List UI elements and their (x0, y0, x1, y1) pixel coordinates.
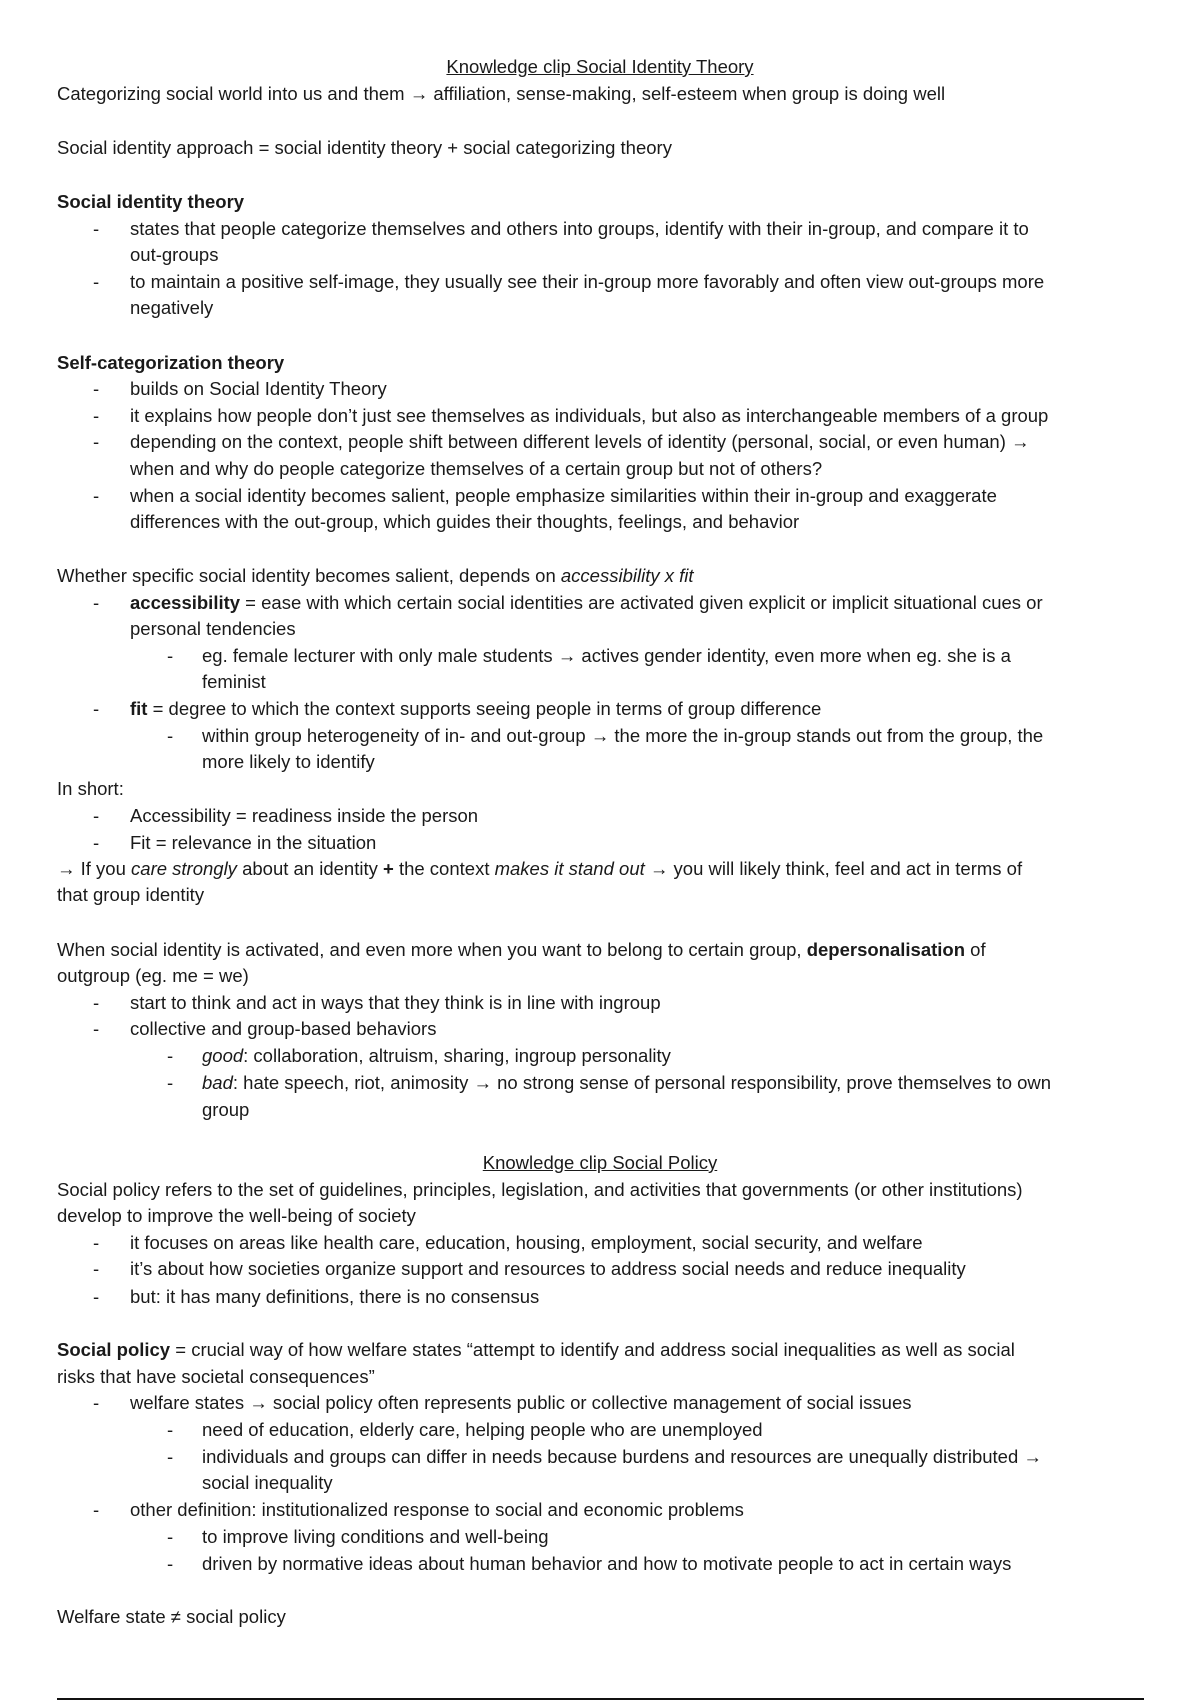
social-policy-intro: Social policy refers to the set of guidelines, principles, legislation, and activities that governments (or other institutions) (57, 1179, 1023, 1200)
text-run-italic: care strongly (131, 858, 237, 879)
conclusion-line (57, 856, 1022, 883)
list-item-cont: differences with the out-group, which guides their thoughts, feelings, and behavior (130, 511, 800, 532)
list-item: but: it has many definitions, there is no consensus (130, 1286, 540, 1307)
list-item: to maintain a positive self-image, they usually see their in-group more favorably and often view out-groups more (130, 271, 1045, 292)
fit-term: fit (130, 698, 148, 719)
heading-social-identity-theory: Social identity theory (57, 191, 245, 212)
sub-list-item: within group heterogeneity of in- and out-group → the more the in-group stands out from the group, the (202, 725, 1044, 746)
depersonalisation-term: depersonalisation (806, 939, 966, 960)
sub-bullet-dash: - (167, 1045, 174, 1066)
sub-list-item (202, 1043, 671, 1070)
sub-list-item: need of education, elderly care, helping people who are unemployed (202, 1419, 763, 1440)
closing-line: Welfare state ≠ social policy (57, 1606, 286, 1627)
list-item: builds on Social Identity Theory (130, 378, 387, 399)
section-title-social-identity: Knowledge clip Social Identity Theory (446, 56, 754, 77)
accessibility-term: accessibility (130, 592, 241, 613)
bullet-dash: - (93, 1499, 100, 1520)
list-item: it focuses on areas like health care, education, housing, employment, social security, and welfare (130, 1232, 923, 1253)
list-item: it’s about how societies organize support and resources to address social needs and reduce inequality (130, 1258, 966, 1279)
bullet-dash: - (93, 698, 100, 719)
bullet-dash: - (93, 485, 100, 506)
social-policy-intro-cont: develop to improve the well-being of society (57, 1205, 416, 1226)
sub-list-item-cont: social inequality (202, 1472, 333, 1493)
accessibility-item (130, 590, 1043, 617)
bullet-dash: - (93, 1232, 100, 1253)
list-item-cont: when and why do people categorize themselves of a certain group but not of others? (130, 458, 823, 479)
bullet-dash: - (93, 378, 100, 399)
depersonalisation-line-cont: outgroup (eg. me = we) (57, 965, 249, 986)
heading-self-categorization-theory: Self-categorization theory (57, 352, 285, 373)
social-policy-definition-cont: risks that have societal consequences” (57, 1366, 375, 1387)
fit-item (130, 696, 821, 723)
sub-bullet-dash: - (167, 1526, 174, 1547)
bullet-dash: - (93, 1018, 100, 1039)
sub-bullet-dash: - (167, 1072, 174, 1093)
sub-bullet-dash: - (167, 725, 174, 746)
good-term: good (202, 1045, 244, 1066)
text-run: of (965, 939, 986, 960)
text-run: the context (393, 858, 495, 879)
bullet-dash: - (93, 271, 100, 292)
in-short-label: In short: (57, 778, 124, 799)
bullet-dash: - (93, 218, 100, 239)
list-item: welfare states → social policy often represents public or collective management of social issues (130, 1392, 912, 1413)
sub-list-item: driven by normative ideas about human behavior and how to motivate people to act in certain ways (202, 1553, 1012, 1574)
conclusion-line-cont: that group identity (57, 884, 205, 905)
list-item: it explains how people don’t just see themselves as individuals, but also as interchangeable members of a group (130, 405, 1049, 426)
list-item-cont: personal tendencies (130, 618, 296, 639)
list-item-cont: negatively (130, 297, 214, 318)
sub-list-item-cont: more likely to identify (202, 751, 375, 772)
bullet-dash: - (93, 1392, 100, 1413)
text-run-italic: makes it stand out (494, 858, 645, 879)
salience-line (57, 563, 694, 590)
list-item: start to think and act in ways that they think is in line with ingroup (130, 992, 661, 1013)
sub-list-item: eg. female lecturer with only male students → actives gender identity, even more when eg. she is a (202, 645, 1011, 666)
bullet-dash: - (93, 592, 100, 613)
social-policy-definition (57, 1337, 1015, 1364)
salience-formula: accessibility x fit (560, 565, 694, 586)
bad-term: bad (202, 1072, 233, 1093)
list-item: when a social identity becomes salient, people emphasize similarities within their in-group and exaggerate (130, 485, 997, 506)
list-item: Accessibility = readiness inside the person (130, 805, 479, 826)
sub-bullet-dash: - (167, 645, 174, 666)
fit-def: = degree to which the context supports seeing people in terms of group difference (147, 698, 822, 719)
sub-list-item-cont: group (202, 1099, 250, 1120)
text-run: about an identity (236, 858, 383, 879)
bullet-dash: - (93, 1286, 100, 1307)
text-run: = crucial way of how welfare states “attempt to identify and address social inequalities as well as social (170, 1339, 1015, 1360)
accessibility-def: = ease with which certain social identities are activated given explicit or implicit situational cues or (240, 592, 1043, 613)
list-item: collective and group-based behaviors (130, 1018, 437, 1039)
social-policy-term: Social policy (57, 1339, 171, 1360)
intro-line: Categorizing social world into us and them → affiliation, sense-making, self-esteem when group is doing well (57, 83, 946, 104)
depersonalisation-line (57, 937, 986, 964)
sub-bullet-dash: - (167, 1446, 174, 1467)
bullet-dash: - (93, 992, 100, 1013)
list-item: states that people categorize themselves and others into groups, identify with their in-group, and compare it to (130, 218, 1029, 239)
text-run: → you will likely think, feel and act in terms of (644, 858, 1023, 879)
sub-list-item: to improve living conditions and well-being (202, 1526, 549, 1547)
text-run-bold: + (383, 858, 394, 879)
list-item: depending on the context, people shift between different levels of identity (personal, social, or even human) → (130, 431, 1030, 452)
bullet-dash: - (93, 832, 100, 853)
section-title-social-policy: Knowledge clip Social Policy (482, 1152, 718, 1173)
salience-text: Whether specific social identity becomes salient, depends on (57, 565, 561, 586)
bullet-dash: - (93, 805, 100, 826)
good-text: : collaboration, altruism, sharing, ingroup personality (243, 1045, 671, 1066)
sub-bullet-dash: - (167, 1553, 174, 1574)
sub-list-item: individuals and groups can differ in needs because burdens and resources are unequally distributed → (202, 1446, 1042, 1467)
approach-line: Social identity approach = social identity theory + social categorizing theory (57, 137, 672, 158)
list-item-cont: out-groups (130, 244, 219, 265)
sub-list-item-cont: feminist (202, 671, 266, 692)
text-run: When social identity is activated, and even more when you want to belong to certain group, (57, 939, 807, 960)
bullet-dash: - (93, 1258, 100, 1279)
bullet-dash: - (93, 431, 100, 452)
list-item: Fit = relevance in the situation (130, 832, 377, 853)
sub-list-item (202, 1070, 1051, 1097)
sub-bullet-dash: - (167, 1419, 174, 1440)
text-run: → If you (57, 858, 132, 879)
bad-text: : hate speech, riot, animosity → no strong sense of personal responsibility, prove themselves to own (232, 1072, 1052, 1093)
bullet-dash: - (93, 405, 100, 426)
list-item: other definition: institutionalized response to social and economic problems (130, 1499, 744, 1520)
